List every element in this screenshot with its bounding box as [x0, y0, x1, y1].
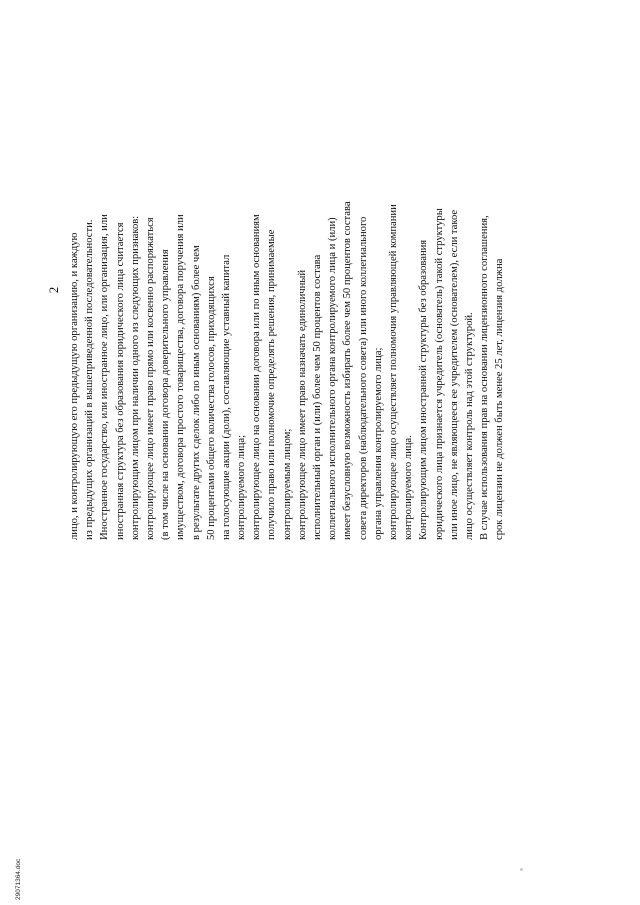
document-footer-code: 29071364.doc: [15, 858, 22, 900]
text-line: иностранная структура без образования юридического лица считается: [114, 222, 126, 540]
text-line: контролирующим лицом при наличии одного из следующих признаков:: [129, 215, 141, 540]
text-line: 50 процентами общего количества голосов, приходящихся: [205, 276, 217, 540]
text-line: В случае использования прав на основании лицензионного соглашения,: [479, 215, 491, 540]
text-line: контролирующее лицо имеет право прямо или косвенно распоряжаться: [144, 217, 156, 540]
text-line: получило право или полномочие определять решения, принимаемые: [266, 229, 278, 540]
text-line: контролируемым лицом;: [281, 428, 293, 540]
text-line: Контролирующим лицом иностранной структуры без образования: [418, 239, 430, 540]
text-line: или иное лицо, не являющееся ее учредителем (основателем), если такое: [448, 209, 460, 540]
scan-mark: [520, 868, 523, 871]
text-line: контролирующее лицо на основании договора или по иным основаниям: [251, 214, 263, 540]
text-line: в результате других сделок либо по иным основаниям) более чем: [190, 245, 202, 540]
text-line: на голосующие акции (доли), составляющие уставный капитал: [220, 254, 232, 540]
rotated-text-block: [47, 40, 547, 540]
text-line: имеет безусловную возможность избирать более чем 50 процентов состава: [342, 201, 354, 540]
page-number: 2: [46, 286, 61, 294]
text-line: совета директоров (наблюдательного совета) или иного коллегиального: [357, 216, 369, 540]
text-line: контролирующее лицо имеет право назначать единоличный: [296, 269, 308, 540]
text-line: Иностранное государство, или иностранное лицо, или организация, или: [99, 214, 111, 540]
text-line: лицо осуществляет контроль над этой структурой.: [463, 312, 475, 540]
text-line: юридического лица признается учредитель (основатель) такой структуры: [433, 208, 445, 540]
text-line: коллегиального исполнительного органа контролируемого лица и (или): [327, 217, 339, 540]
text-line: из предыдущих организаций в вышеприведенной последовательности.: [84, 219, 96, 540]
text-line: имуществом, договора простого товарищества, договора поручения или: [175, 214, 187, 540]
text-line: контролирующее лицо осуществляет полномочия управляющей компании: [387, 204, 399, 540]
text-line: контролируемого лица;: [236, 434, 248, 540]
text-line: органа управления контролируемого лица;: [372, 347, 384, 540]
text-line: контролируемого лица.: [403, 435, 415, 540]
text-line: (в том числе на основании договора доверительного управления: [160, 249, 172, 540]
text-line: срок лицензии не должен быть менее 25 лет, лицензия должна: [494, 258, 506, 540]
text-line: лицо, и контролирующую его предыдущую организацию, и каждую: [69, 232, 80, 540]
body-text: [67, 40, 507, 540]
text-line: исполнительный орган и (или) более чем 50 процентов состава: [312, 254, 323, 540]
